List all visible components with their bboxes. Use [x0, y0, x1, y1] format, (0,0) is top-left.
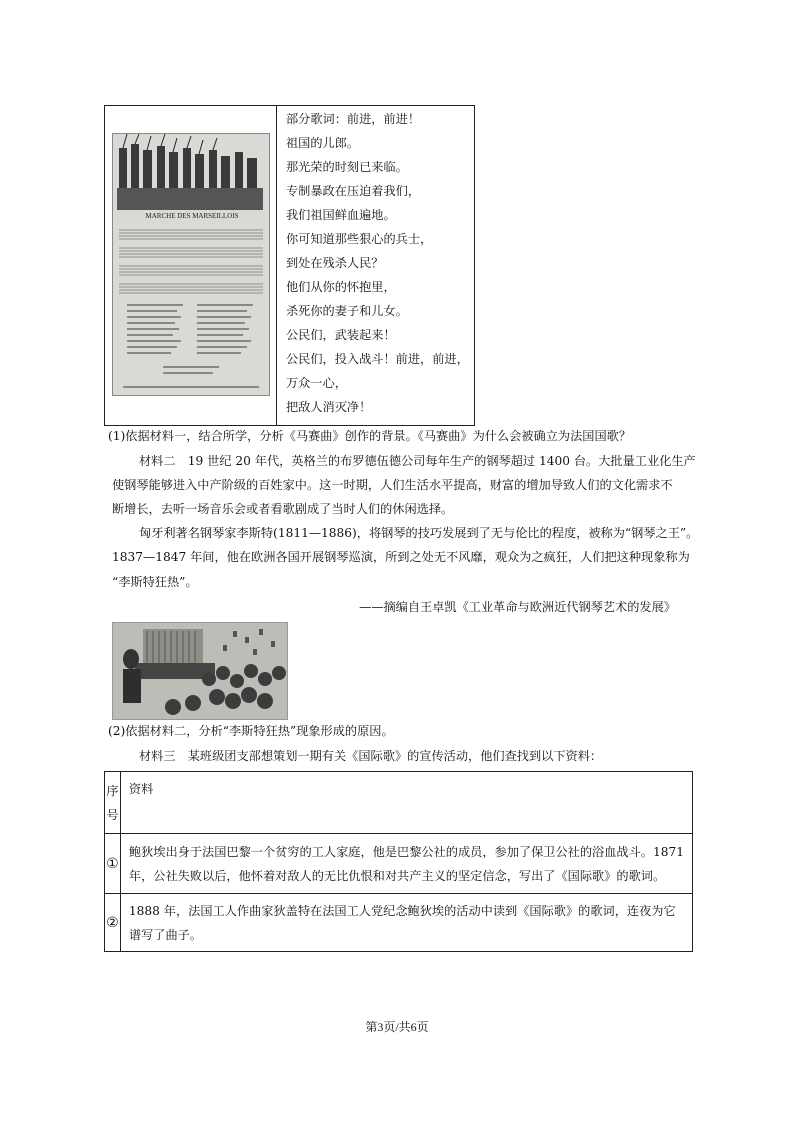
- lyric-line: 部分歌词：前进，前进！: [286, 112, 421, 126]
- header-num-char: 序: [106, 783, 119, 798]
- lyric-line: 杀死你的妻子和儿女。: [286, 304, 408, 318]
- row-num: ②: [105, 894, 121, 952]
- table-row: [105, 894, 693, 952]
- material2-line: 使钢琴能够进入中产阶级的百姓家中。这一时期，人们生活水平提高，财富的增加导致人们的文化需求不: [112, 478, 673, 492]
- row-line: 鲍狄埃出身于法国巴黎一个贫穷的工人家庭，他是巴黎公社的成员，参加了保卫公社的浴血战斗。1871: [128, 844, 684, 859]
- material2-source: ——摘编自王卓凯《工业革命与欧洲近代钢琴艺术的发展》: [359, 600, 676, 614]
- material2-line: 材料二 19 世纪 20 年代，英格兰的布罗德伍德公司每年生产的钢琴超过 1400 台。大批量工业化生产: [139, 454, 696, 468]
- material3-table: [104, 771, 693, 952]
- table-header-row: [105, 772, 693, 834]
- lyric-line: 他们从你的怀抱里，: [286, 280, 396, 294]
- header-num-cell: [105, 772, 121, 834]
- row-num: ①: [105, 834, 121, 894]
- score-illustration: [113, 134, 269, 395]
- header-num-char: 号: [106, 807, 119, 822]
- material2-line: 匈牙利著名钢琴家李斯特(1811—1886)，将钢琴的技巧发展到了无与伦比的程度，被称为“钢琴之王”。: [139, 526, 699, 540]
- material3-intro: 材料三 某班级团支部想策划一期有关《国际歌》的宣传活动，他们查找到以下资料：: [139, 749, 603, 763]
- score-title: MARCHE DES MARSEILLOIS: [145, 212, 239, 220]
- material2-line: “李斯特狂热”。: [112, 575, 198, 589]
- liszt-concert-image: [112, 622, 288, 720]
- lyric-line: 公民们，投入战斗！前进，前进，: [286, 352, 469, 366]
- concert-illustration: [113, 623, 287, 719]
- lyric-line: 我们祖国鲜血遍地。: [286, 208, 396, 222]
- row-content: [120, 894, 692, 952]
- box-divider: [276, 105, 277, 426]
- question-1: (1)依据材料一，结合所学，分析《马赛曲》创作的背景。《马赛曲》为什么会被确立为法国国歌？: [108, 429, 632, 443]
- material2-line: 断增长，去听一场音乐会或者看歌剧成了当时人们的休闲选择。: [112, 502, 454, 516]
- row-content: [120, 834, 692, 894]
- lyric-line: 把敌人消灭净！: [286, 400, 372, 414]
- row-line: 年，公社失败以后，他怀着对敌人的无比仇恨和对共产主义的坚定信念，写出了《国际歌》的歌词。: [128, 868, 666, 883]
- lyric-line: 你可知道那些狠心的兵士，: [286, 232, 433, 246]
- lyric-line: 祖国的儿郎。: [286, 136, 360, 150]
- lyric-line: 万众一心，: [286, 376, 347, 390]
- row-line: 谱写了曲子。: [128, 927, 203, 942]
- marseillaise-score-image: [112, 133, 270, 396]
- lyric-line: 专制暴政在压迫着我们，: [286, 184, 421, 198]
- table-row: [105, 834, 693, 894]
- lyric-line: 到处在残杀人民？: [286, 256, 384, 270]
- lyric-line: 公民们，武装起来！: [286, 328, 396, 342]
- material2-line: 1837—1847 年间，他在欧洲各国开展钢琴巡演，所到之处无不风靡，观众为之疯狂，人们把这种现象称为: [112, 550, 690, 564]
- question-2: (2)依据材料二，分析“李斯特狂热”现象形成的原因。: [108, 724, 394, 738]
- row-line: 1888 年，法国工人作曲家狄盖特在法国工人党纪念鲍狄埃的活动中读到《国际歌》的歌词，连夜为它: [128, 903, 676, 918]
- header-content-cell: 资料: [120, 772, 692, 834]
- page-number: 第3页/共6页: [365, 1020, 429, 1034]
- lyric-line: 那光荣的时刻已来临。: [286, 160, 408, 174]
